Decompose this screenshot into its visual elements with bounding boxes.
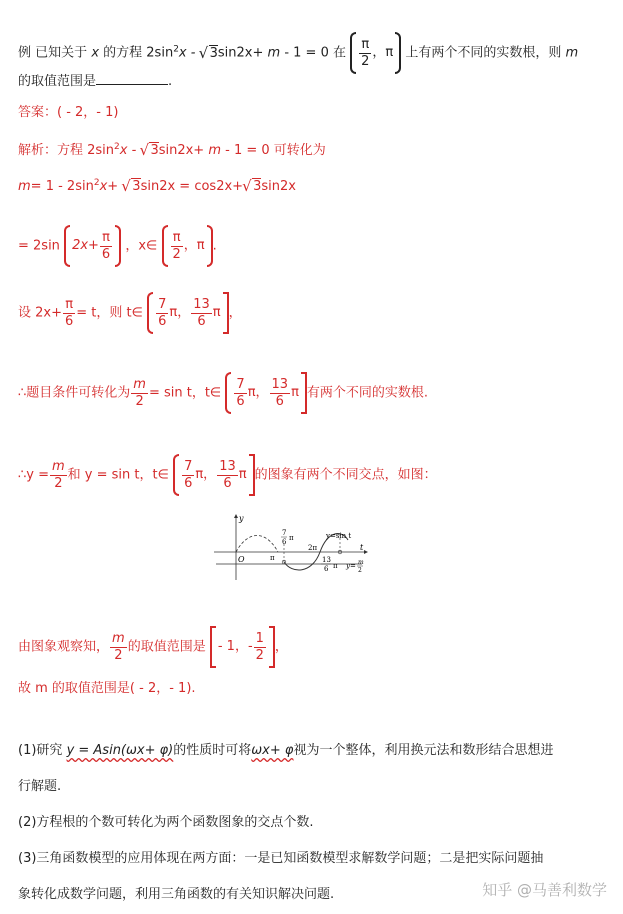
t-axis-arrow bbox=[364, 550, 368, 554]
note-1-cont: 行解题. bbox=[18, 779, 62, 794]
t-label: t bbox=[360, 543, 364, 552]
interval: $\frac{\pi}{2}$ ，π bbox=[350, 32, 401, 74]
analysis-line-1: 解析：方程 $2\sin^2x$ - √ 3sin2x+ m - 1 = 0 可转化为 bbox=[18, 142, 326, 160]
note-1: (1)研究 y = Asin(ωx+ φ)的性质时可将ωx+ φ视为一个整体，利用换元法和数形结合思想进 bbox=[18, 743, 554, 758]
note-2: (2)方程根的个数可转化为两个函数图象的交点个数. bbox=[18, 815, 314, 830]
analysis-line-3: = 2sin 2x+ $\frac{\pi}{6}$ ，x∈ $\frac{\pi}{2}$ ，π . bbox=[18, 225, 217, 267]
analysis-line-2: $m= 1 - 2\sin^2x+$ √ 3sin2x = cos2x+√ 3sin2x bbox=[18, 178, 296, 196]
note-3: (3)三角函数模型的应用体现在两方面：一是已知函数模型求解数学问题；二是把实际问题抽 bbox=[18, 851, 544, 866]
label-7: 7 bbox=[282, 529, 287, 537]
example-label: 例 bbox=[18, 45, 32, 61]
sine-graph bbox=[212, 510, 372, 582]
sine-dashed-part bbox=[236, 536, 278, 553]
label-2pi: 2π bbox=[308, 544, 318, 552]
analysis-line-6: ∴y = $\frac{m}{2}$ 和 y = sin t，t∈ $\frac{7}{6}$ π， $\frac{13}{6}$ π 的图象有两个不同交点，如图： bbox=[18, 454, 437, 496]
y-label: y bbox=[239, 514, 244, 523]
label-6: 6 bbox=[282, 538, 287, 546]
label-13-den: 6 bbox=[324, 565, 329, 573]
answer-blank bbox=[96, 72, 168, 85]
y-axis-arrow bbox=[234, 514, 238, 518]
label-y-eq: y= bbox=[346, 562, 356, 570]
label-13: 13 bbox=[322, 556, 331, 564]
note-3-cont: 象转化成数学问题，利用三角函数的有关知识解决问题. bbox=[18, 887, 335, 902]
curve-label: y=sin t bbox=[326, 532, 352, 540]
analysis-line-4: 设 2x+ $\frac{\pi}{6}$ = t，则 t∈ $\frac{7}{6}$ π， $\frac{13}{6}$ π ， bbox=[18, 292, 242, 334]
label-pi-7: π bbox=[289, 534, 294, 542]
sqrt-3: √ 3 bbox=[200, 45, 218, 63]
zhihu-watermark: 知乎 @马善利数学 bbox=[482, 881, 607, 899]
label-pi-axis: π bbox=[270, 554, 275, 562]
label-13-pi: π bbox=[333, 562, 338, 570]
label-m: m bbox=[358, 559, 364, 566]
analysis-line-8: 故 m 的取值范围是( - 2，- 1). bbox=[18, 681, 196, 696]
analysis-line-5: ∴题目条件可转化为 $\frac{m}{2}$ = sin t，t∈ $\frac{7}{6}$ π， $\frac{13}{6}$ π 有两个不同的实数根. bbox=[18, 372, 428, 414]
label-2: 2 bbox=[358, 567, 362, 574]
analysis-line-7: 由图象观察知， $\frac{m}{2}$ 的取值范围是 - 1，- $\frac{1}{2}$ ， bbox=[18, 626, 288, 668]
answer-line: 答案：( - 2，- 1) bbox=[18, 105, 119, 120]
problem-line-1: 例 已知关于 x 的方程 $2\sin^2x$ - √ 3sin2x+ m - 1 = 0 在 $\frac{\pi}{2}$ ，π 上有两个不同的实数根，则 m bbox=[18, 32, 578, 74]
problem-line-2: 的取值范围是 . bbox=[18, 74, 173, 89]
origin-label: O bbox=[238, 555, 245, 564]
